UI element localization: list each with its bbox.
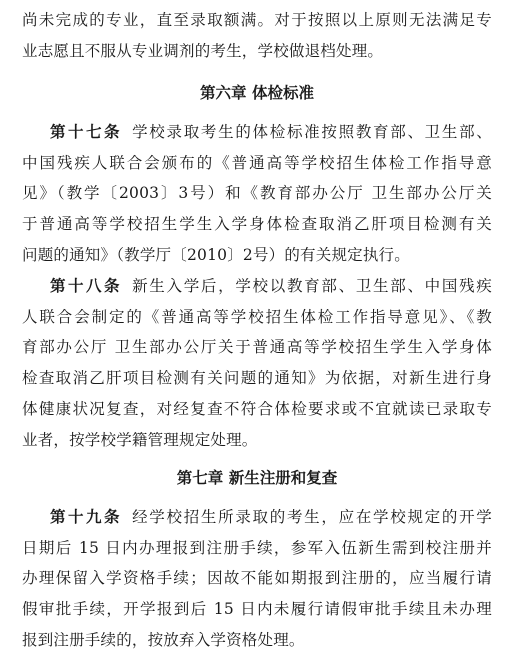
body-text-line: 报到注册手续的，按放弃入学资格处理。 [22, 631, 305, 649]
chapter-heading: 第七章 新生注册和复查 [176, 469, 338, 488]
body-text-line: 业志愿且不服从专业调剂的考生，学校做退档处理。 [22, 41, 384, 60]
body-text-line: 日期后 15 日内办理报到注册手续，参军入伍新生需到校注册并 [22, 538, 492, 557]
article-number: 第十八条 [50, 276, 123, 295]
body-text-line: 育部办公厅 卫生部办公厅关于普通高等学校招生学生入学身体 [22, 338, 492, 357]
article-text: 新生入学后，学校以教育部、卫生部、中国残疾 [132, 276, 492, 295]
body-text-line: 见》（教学〔2003〕3号）和《教育部办公厅 卫生部办公厅关 [22, 184, 492, 203]
article-first-line [50, 122, 492, 142]
body-text-line: 假审批手续，开学报到后 15 日内未履行请假审批手续且未办理 [22, 600, 492, 619]
article-number: 第十七条 [50, 122, 123, 141]
body-text-line: 尚未完成的专业，直至录取额满。对于按照以上原则无法满足专 [22, 11, 492, 29]
body-text-line: 问题的通知》（教学厅〔2010〕2号）的有关规定执行。 [22, 245, 410, 264]
article-first-line [50, 276, 492, 296]
body-text-line: 体健康状况复查，对经复查不符合体检要求或不宜就读已录取专 [22, 399, 492, 418]
article-text: 经学校招生所录取的考生，应在学校规定的开学 [132, 507, 492, 526]
body-text-line: 业者，按学校学籍管理规定处理。 [22, 430, 258, 449]
article-first-line [50, 507, 492, 527]
body-text-line: 人联合会制定的《普通高等学校招生体检工作指导意见》、《教 [22, 307, 492, 326]
body-text-line: 检查取消乙肝项目检测有关问题的通知》为依据，对新生进行身 [22, 369, 492, 388]
chapter-heading: 第六章 体检标准 [200, 84, 314, 103]
article-number: 第十九条 [50, 507, 123, 526]
body-text-line: 办理保留入学资格手续；因故不能如期报到注册的，应当履行请 [22, 569, 492, 588]
article-text: 学校录取考生的体检标准按照教育部、卫生部、 [132, 122, 492, 141]
body-text-line: 于普通高等学校招生学生入学身体检查取消乙肝项目检测有关 [22, 215, 492, 234]
body-text-line: 中国残疾人联合会颁布的《普通高等学校招生体检工作指导意 [22, 153, 492, 172]
